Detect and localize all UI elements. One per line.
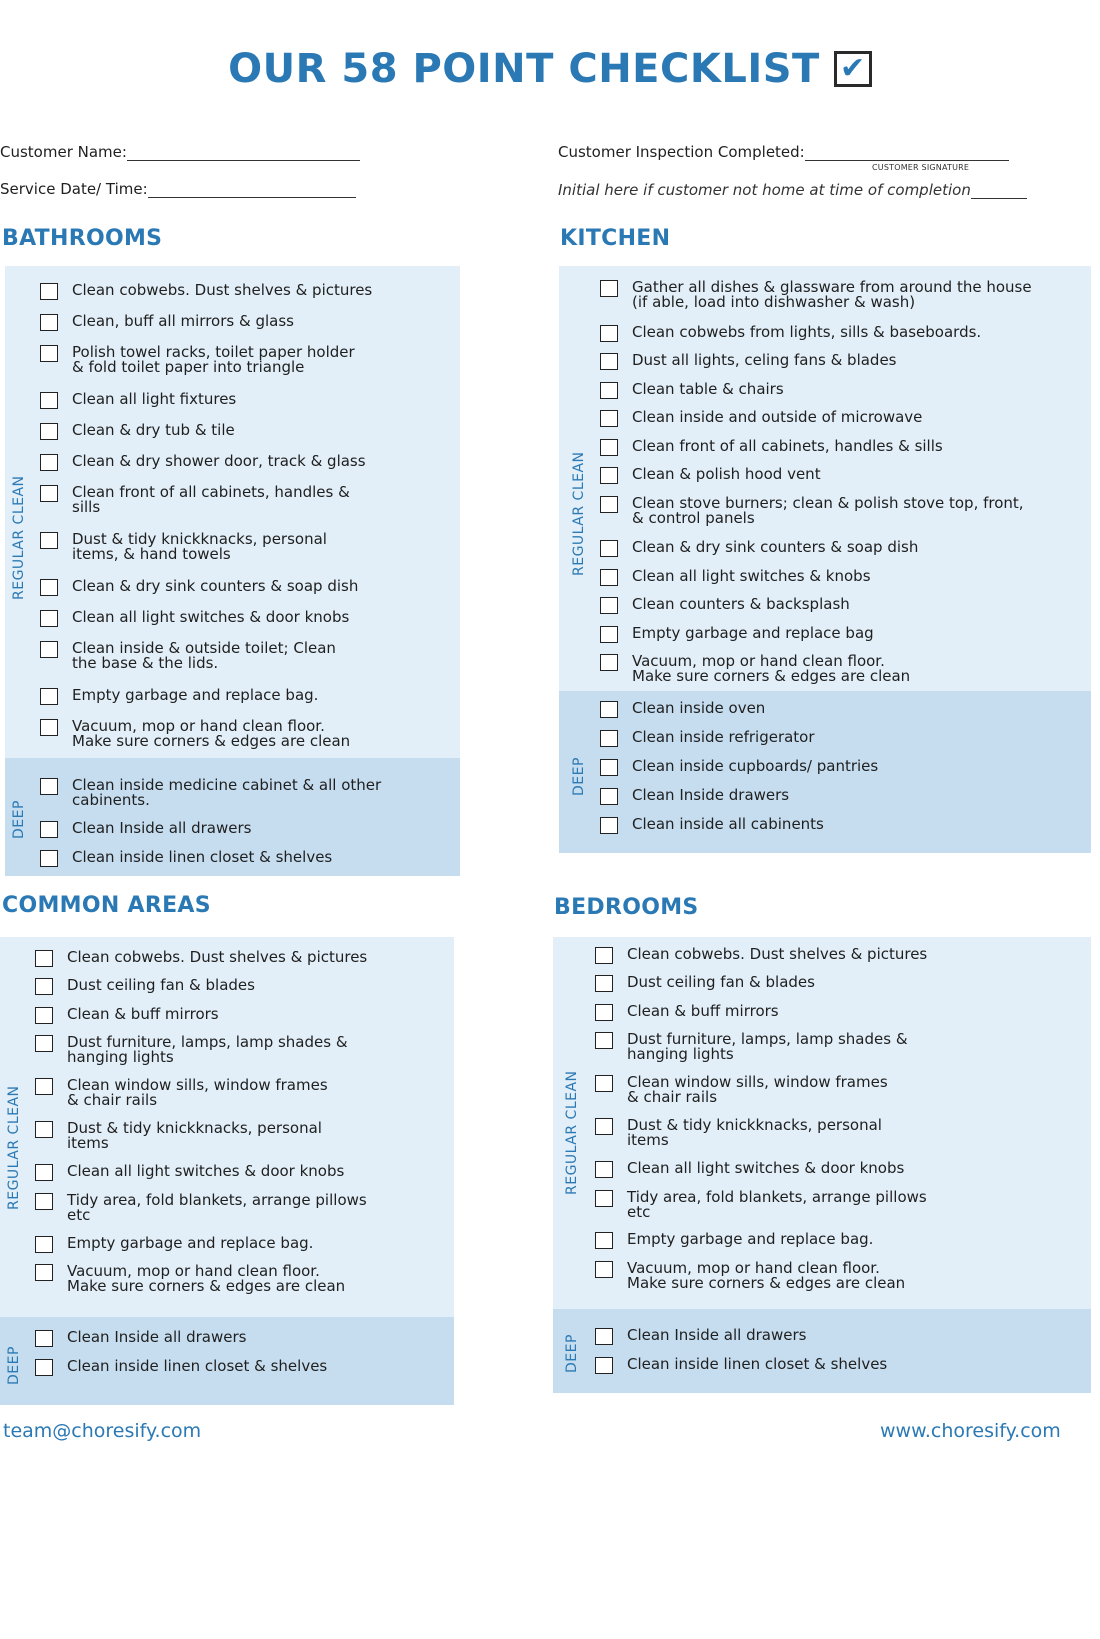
kitchen-deep-item[interactable]	[600, 817, 824, 834]
item-label: Clean cobwebs. Dust shelves & pictures	[72, 281, 373, 299]
inspection-label: Customer Inspection Completed:	[558, 143, 805, 161]
item-label: Clean all light fixtures	[72, 390, 237, 408]
checkbox[interactable]	[35, 1264, 53, 1281]
item-label: Clean Inside all drawers	[72, 819, 252, 837]
checkbox[interactable]	[595, 1357, 613, 1374]
item-label: Empty garbage and replace bag.	[72, 686, 319, 704]
item-label: Clean table & chairs	[632, 380, 784, 398]
checkbox[interactable]	[40, 778, 58, 795]
service-date-line[interactable]	[148, 184, 356, 198]
bedrooms-regular-item[interactable]	[595, 1161, 904, 1178]
footer-email[interactable]: team@choresify.com	[3, 1420, 202, 1442]
item-label: Clean inside refrigerator	[632, 728, 815, 746]
bedrooms-deep-item[interactable]	[595, 1357, 887, 1374]
item-label: Clean inside & outside toilet; Clean the base & the lids.	[72, 639, 336, 672]
item-label: Clean all light switches & door knobs	[72, 608, 350, 626]
item-label: Dust & tidy knickknacks, personal items, & hand towels	[72, 530, 327, 563]
kitchen-regular-item[interactable]	[600, 382, 784, 399]
item-label: Clean & dry sink counters & soap dish	[72, 577, 359, 595]
checkbox[interactable]	[35, 1193, 53, 1210]
initial-line[interactable]	[971, 185, 1027, 199]
checkbox[interactable]	[40, 850, 58, 867]
bedrooms-regular-item[interactable]	[595, 1118, 882, 1148]
bathrooms-regular-item[interactable]	[40, 314, 294, 331]
checkbox[interactable]	[595, 1328, 613, 1345]
common-regular-item[interactable]	[35, 1164, 344, 1181]
item-label: Clean inside linen closet & shelves	[67, 1357, 328, 1375]
item-label: Clean Inside drawers	[632, 786, 790, 804]
bedrooms-regular-item[interactable]	[595, 947, 927, 964]
checkbox[interactable]	[40, 579, 58, 596]
checkbox[interactable]	[600, 439, 618, 456]
bedrooms-regular-item[interactable]	[595, 1190, 927, 1220]
checkbox[interactable]	[600, 654, 618, 671]
bathrooms-deep-item[interactable]	[40, 850, 332, 867]
bedrooms-regular-label: REGULAR CLEAN	[564, 1070, 580, 1195]
customer-name-field[interactable]	[0, 143, 360, 161]
checkbox[interactable]	[595, 1032, 613, 1049]
checkbox[interactable]	[600, 540, 618, 557]
common-regular-item[interactable]	[35, 1236, 313, 1253]
page-title-text: OUR 58 POINT CHECKLIST	[228, 46, 820, 92]
bathrooms-deep-label: DEEP	[11, 800, 27, 839]
bedrooms-title: BEDROOMS	[554, 895, 699, 920]
item-label: Empty garbage and replace bag	[632, 624, 874, 642]
common-areas-title: COMMON AREAS	[2, 893, 211, 918]
checkbox[interactable]	[600, 759, 618, 776]
checkbox[interactable]	[600, 496, 618, 513]
checkbox[interactable]	[600, 730, 618, 747]
checkbox[interactable]	[600, 467, 618, 484]
item-label: Clean Inside all drawers	[627, 1326, 807, 1344]
item-label: Clean cobwebs from lights, sills & baseboards.	[632, 323, 982, 341]
kitchen-regular-item[interactable]	[600, 654, 910, 684]
bathrooms-regular-item[interactable]	[40, 532, 327, 562]
item-label: Dust furniture, lamps, lamp shades & hanging lights	[67, 1033, 348, 1066]
checkbox[interactable]	[595, 1075, 613, 1092]
item-label: Clean all light switches & door knobs	[627, 1159, 905, 1177]
kitchen-regular-item[interactable]	[600, 410, 922, 427]
item-label: Empty garbage and replace bag.	[67, 1234, 314, 1252]
common-deep-item[interactable]	[35, 1359, 327, 1376]
bathrooms-regular-item[interactable]	[40, 579, 358, 596]
kitchen-regular-item[interactable]	[600, 353, 897, 370]
item-label: Clean & buff mirrors	[627, 1002, 779, 1020]
checkbox[interactable]	[35, 1359, 53, 1376]
checkbox[interactable]	[595, 1261, 613, 1278]
checkbox[interactable]	[600, 382, 618, 399]
common-regular-item[interactable]	[35, 950, 367, 967]
common-regular-item[interactable]	[35, 1121, 322, 1151]
checkbox[interactable]	[35, 1236, 53, 1253]
kitchen-regular-item[interactable]	[600, 439, 943, 456]
item-label: Gather all dishes & glassware from around the house (if able, load into dishwasher & wash)	[632, 278, 1032, 311]
checkbox[interactable]	[600, 569, 618, 586]
item-label: Clean front of all cabinets, handles & sills	[632, 437, 943, 455]
kitchen-regular-item[interactable]	[600, 280, 1032, 310]
checkbox[interactable]	[595, 1118, 613, 1135]
item-label: Clean & polish hood vent	[632, 465, 821, 483]
item-label: Clean front of all cabinets, handles & sills	[72, 483, 350, 516]
checkbox[interactable]	[600, 701, 618, 718]
item-label: Tidy area, fold blankets, arrange pillows etc	[627, 1188, 927, 1221]
checkbox[interactable]	[40, 688, 58, 705]
checkbox[interactable]	[40, 283, 58, 300]
kitchen-regular-item[interactable]	[600, 325, 981, 342]
item-label: Clean cobwebs. Dust shelves & pictures	[67, 948, 368, 966]
checkbox[interactable]	[595, 1232, 613, 1249]
checkbox[interactable]	[40, 821, 58, 838]
item-label: Clean window sills, window frames & chair rails	[67, 1076, 328, 1109]
item-label: Clean window sills, window frames & chair rails	[627, 1073, 888, 1106]
bathrooms-regular-label: REGULAR CLEAN	[11, 475, 27, 600]
customer-name-label: Customer Name:	[0, 143, 127, 161]
checkbox[interactable]	[35, 1121, 53, 1138]
checkbox[interactable]	[600, 788, 618, 805]
checkbox[interactable]	[40, 719, 58, 736]
item-label: Dust & tidy knickknacks, personal items	[67, 1119, 322, 1152]
item-label: Vacuum, mop or hand clean floor. Make sure corners & edges are clean	[72, 717, 351, 750]
customer-name-line[interactable]	[127, 147, 360, 161]
footer-website[interactable]: www.choresify.com	[880, 1420, 1061, 1442]
common-regular-item[interactable]	[35, 1035, 348, 1065]
item-label: Clean & buff mirrors	[67, 1005, 219, 1023]
item-label: Clean stove burners; clean & polish stove top, front, & control panels	[632, 494, 1024, 527]
service-date-label: Service Date/ Time:	[0, 180, 148, 198]
bathrooms-regular-item[interactable]	[40, 454, 366, 471]
kitchen-regular-item[interactable]	[600, 540, 918, 557]
common-regular-item[interactable]	[35, 1264, 345, 1294]
kitchen-regular-item[interactable]	[600, 569, 871, 586]
signature-line[interactable]	[805, 147, 1009, 161]
checkbox[interactable]	[600, 626, 618, 643]
item-label: Clean & dry shower door, track & glass	[72, 452, 366, 470]
item-label: Clean inside oven	[632, 699, 766, 717]
checkbox[interactable]	[600, 597, 618, 614]
item-label: Clean & dry sink counters & soap dish	[632, 538, 919, 556]
checkbox[interactable]	[35, 1330, 53, 1347]
bathrooms-deep-item[interactable]	[40, 778, 381, 808]
item-label: Clean inside linen closet & shelves	[72, 848, 333, 866]
checkbox[interactable]	[40, 392, 58, 409]
item-label: Dust ceiling fan & blades	[627, 973, 815, 991]
bathrooms-regular-item[interactable]	[40, 345, 355, 375]
checkbox[interactable]	[35, 1007, 53, 1024]
checkbox[interactable]	[40, 454, 58, 471]
checkbox[interactable]	[595, 1004, 613, 1021]
checkbox[interactable]	[600, 325, 618, 342]
checkbox[interactable]	[595, 947, 613, 964]
kitchen-deep-item[interactable]	[600, 701, 765, 718]
bathrooms-regular-item[interactable]	[40, 719, 350, 749]
bathrooms-regular-item[interactable]	[40, 641, 336, 671]
item-label: Clean Inside all drawers	[67, 1328, 247, 1346]
bathrooms-regular-item[interactable]	[40, 485, 350, 515]
checkbox[interactable]	[600, 353, 618, 370]
checkbox[interactable]	[40, 423, 58, 440]
item-label: Clean counters & backsplash	[632, 595, 850, 613]
checkbox[interactable]	[595, 1161, 613, 1178]
kitchen-deep-label: DEEP	[571, 757, 587, 796]
item-label: Dust ceiling fan & blades	[67, 976, 255, 994]
item-label: Clean inside medicine cabinet & all other cabinents.	[72, 776, 382, 809]
common-regular-item[interactable]	[35, 978, 255, 995]
common-areas-regular-label: REGULAR CLEAN	[6, 1085, 22, 1210]
kitchen-deep-item[interactable]	[600, 759, 878, 776]
bathrooms-deep-item[interactable]	[40, 821, 251, 838]
kitchen-deep-item[interactable]	[600, 730, 815, 747]
item-label: Empty garbage and replace bag.	[627, 1230, 874, 1248]
bedrooms-regular-item[interactable]	[595, 1261, 905, 1291]
bedrooms-regular-item[interactable]	[595, 975, 815, 992]
item-label: Clean inside cupboards/ pantries	[632, 757, 879, 775]
kitchen-regular-item[interactable]	[600, 626, 874, 643]
item-label: Clean all light switches & knobs	[632, 567, 871, 585]
checkbox[interactable]	[40, 314, 58, 331]
item-label: Dust all lights, celing fans & blades	[632, 351, 897, 369]
kitchen-regular-item[interactable]	[600, 597, 850, 614]
common-regular-item[interactable]	[35, 1078, 328, 1108]
bathrooms-regular-item[interactable]	[40, 283, 372, 300]
item-label: Vacuum, mop or hand clean floor. Make sure corners & edges are clean	[627, 1259, 906, 1292]
item-label: Vacuum, mop or hand clean floor. Make sure corners & edges are clean	[67, 1262, 346, 1295]
checkbox[interactable]	[40, 345, 58, 362]
bathrooms-regular-item[interactable]	[40, 423, 235, 440]
bedrooms-regular-item[interactable]	[595, 1075, 888, 1105]
checkbox[interactable]	[35, 1164, 53, 1181]
item-label: Clean, buff all mirrors & glass	[72, 312, 294, 330]
kitchen-regular-label: REGULAR CLEAN	[571, 451, 587, 576]
inspection-field[interactable]	[558, 143, 1009, 161]
checked-box-icon: ✔	[834, 51, 872, 87]
item-label: Dust furniture, lamps, lamp shades & hanging lights	[627, 1030, 908, 1063]
bedrooms-deep-band	[553, 1309, 1091, 1393]
bathrooms-regular-item[interactable]	[40, 688, 318, 705]
common-deep-item[interactable]	[35, 1330, 246, 1347]
common-areas-deep-label: DEEP	[6, 1346, 22, 1385]
checkbox[interactable]	[595, 975, 613, 992]
item-label: Clean inside linen closet & shelves	[627, 1355, 888, 1373]
checkbox[interactable]	[40, 610, 58, 627]
checkbox[interactable]	[35, 978, 53, 995]
item-label: Tidy area, fold blankets, arrange pillows etc	[67, 1191, 367, 1224]
bedrooms-deep-label: DEEP	[564, 1334, 580, 1373]
initial-field[interactable]	[558, 181, 1027, 199]
bedrooms-regular-item[interactable]	[595, 1232, 873, 1249]
bathrooms-regular-item[interactable]	[40, 610, 349, 627]
checkbox[interactable]	[35, 1035, 53, 1052]
item-label: Clean inside all cabinents	[632, 815, 824, 833]
checkbox[interactable]	[600, 817, 618, 834]
checkbox[interactable]	[40, 485, 58, 502]
bedrooms-regular-item[interactable]	[595, 1032, 908, 1062]
checkbox[interactable]	[600, 410, 618, 427]
kitchen-regular-item[interactable]	[600, 467, 821, 484]
checkbox[interactable]	[35, 1078, 53, 1095]
common-regular-item[interactable]	[35, 1193, 367, 1223]
checkbox[interactable]	[40, 532, 58, 549]
kitchen-deep-item[interactable]	[600, 788, 789, 805]
initial-label: Initial here if customer not home at time of completion	[558, 181, 971, 199]
signature-caption: CUSTOMER SIGNATURE	[872, 163, 970, 172]
page-title	[0, 46, 1100, 92]
item-label: Vacuum, mop or hand clean floor. Make sure corners & edges are clean	[632, 652, 911, 685]
item-label: Clean & dry tub & tile	[72, 421, 235, 439]
bathrooms-regular-item[interactable]	[40, 392, 236, 409]
item-label: Clean inside and outside of microwave	[632, 408, 923, 426]
kitchen-regular-item[interactable]	[600, 496, 1024, 526]
checkbox[interactable]	[600, 280, 618, 297]
item-label: Dust & tidy knickknacks, personal items	[627, 1116, 882, 1149]
item-label: Polish towel racks, toilet paper holder & fold toilet paper into triangle	[72, 343, 355, 376]
item-label: Clean cobwebs. Dust shelves & pictures	[627, 945, 928, 963]
checkbox[interactable]	[595, 1190, 613, 1207]
bedrooms-regular-item[interactable]	[595, 1004, 779, 1021]
common-regular-item[interactable]	[35, 1007, 219, 1024]
kitchen-title: KITCHEN	[560, 226, 671, 251]
checkbox[interactable]	[40, 641, 58, 658]
bathrooms-title: BATHROOMS	[2, 226, 163, 251]
service-date-field[interactable]	[0, 180, 356, 198]
item-label: Clean all light switches & door knobs	[67, 1162, 345, 1180]
bedrooms-deep-item[interactable]	[595, 1328, 806, 1345]
checkbox[interactable]	[35, 950, 53, 967]
